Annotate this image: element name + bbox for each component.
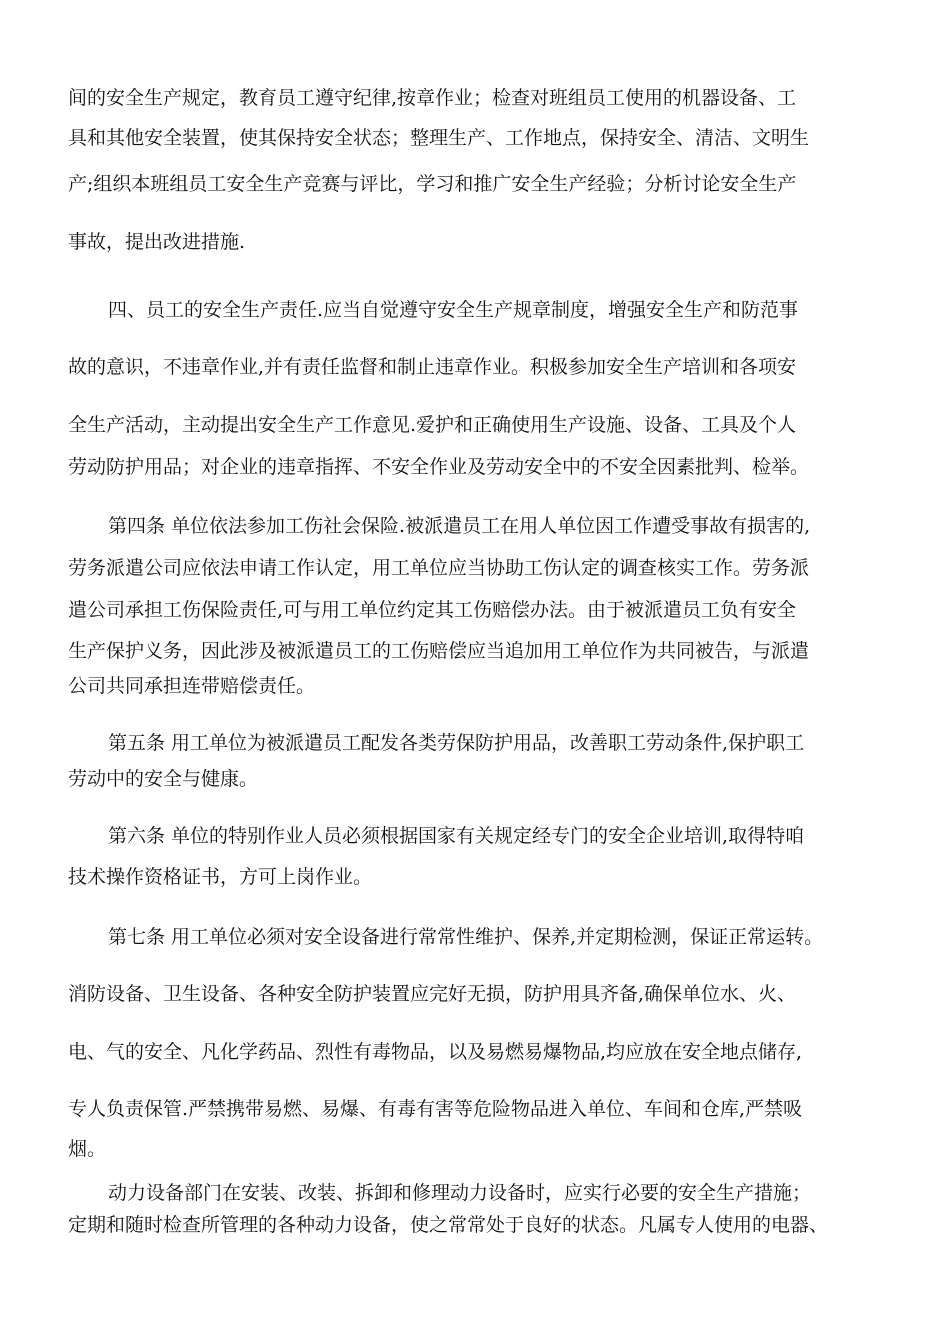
text-line: 产;组织本班组员工安全生产竞赛与评比，学习和推广安全生产经验；分析讨论安全生产	[68, 173, 797, 195]
text-line: 专人负责保管.严禁携带易燃、易爆、有毒有害等危险物品进入单位、车间和仓库,严禁吸	[68, 1098, 803, 1120]
text-line: 事故，提出改进措施.	[68, 231, 246, 253]
text-line: 劳动中的安全与健康。	[68, 768, 259, 790]
text-line: 劳动防护用品；对企业的违章指挥、不安全作业及劳动安全中的不安全因素批判、检举。	[68, 456, 810, 478]
text-line: 第六条 单位的特别作业人员必须根据国家有关规定经专门的安全企业培训,取得特咱	[108, 825, 805, 847]
text-line: 公司共同承担连带赔偿责任。	[68, 675, 316, 697]
text-line: 具和其他安全装置，使其保持安全状态；整理生产、工作地点，保持安全、清洁、文明生	[68, 127, 810, 149]
text-line: 故的意识，不违章作业,并有责任监督和制止违章作业。积极参加安全生产培训和各项安	[68, 356, 797, 378]
text-line: 第七条 用工单位必须对安全设备进行常常性维护、保养,并定期检测，保证正常运转。	[108, 926, 824, 948]
text-line: 全生产活动，主动提出安全生产工作意见.爱护和正确使用生产设施、设备、工具及个人	[68, 414, 797, 436]
text-line: 动力设备部门在安装、改装、拆卸和修理动力设备时，应实行必要的安全生产措施；	[108, 1182, 812, 1204]
text-line: 第五条 用工单位为被派遣员工配发各类劳保防护用品，改善职工劳动条件,保护职工	[108, 732, 805, 754]
text-line: 四、员工的安全生产责任.应当自觉遵守安全生产规章制度，增强安全生产和防范事	[108, 299, 799, 321]
text-line: 消防设备、卫生设备、各种安全防护装置应完好无损，防护用具齐备,确保单位水、火、	[68, 983, 797, 1005]
text-line: 生产保护义务，因此涉及被派遣员工的工伤赔偿应当追加用工单位作为共同被告，与派遣	[68, 640, 810, 662]
text-line: 遣公司承担工伤保险责任,可与用工单位约定其工伤赔偿办法。由于被派遣员工负有安全	[68, 599, 797, 621]
text-line: 间的安全生产规定，教育员工遵守纪律,按章作业；检查对班组员工使用的机器设备、工	[68, 87, 797, 109]
text-line: 电、气的安全、凡化学药品、烈性有毒物品，以及易燃易爆物品,均应放在安全地点储存,	[68, 1041, 803, 1063]
text-line: 技术操作资格证书，方可上岗作业。	[68, 866, 373, 888]
text-line: 定期和随时检查所管理的各种动力设备，使之常常处于良好的状态。凡属专人使用的电器、	[68, 1214, 829, 1236]
text-line: 劳务派遣公司应依法申请工作认定，用工单位应当协助工伤认定的调查核实工作。劳务派	[68, 557, 810, 579]
text-line: 烟。	[68, 1138, 107, 1160]
text-line: 第四条 单位依法参加工伤社会保险.被派遣员工在用人单位因工作遭受事故有损害的,	[108, 515, 811, 537]
